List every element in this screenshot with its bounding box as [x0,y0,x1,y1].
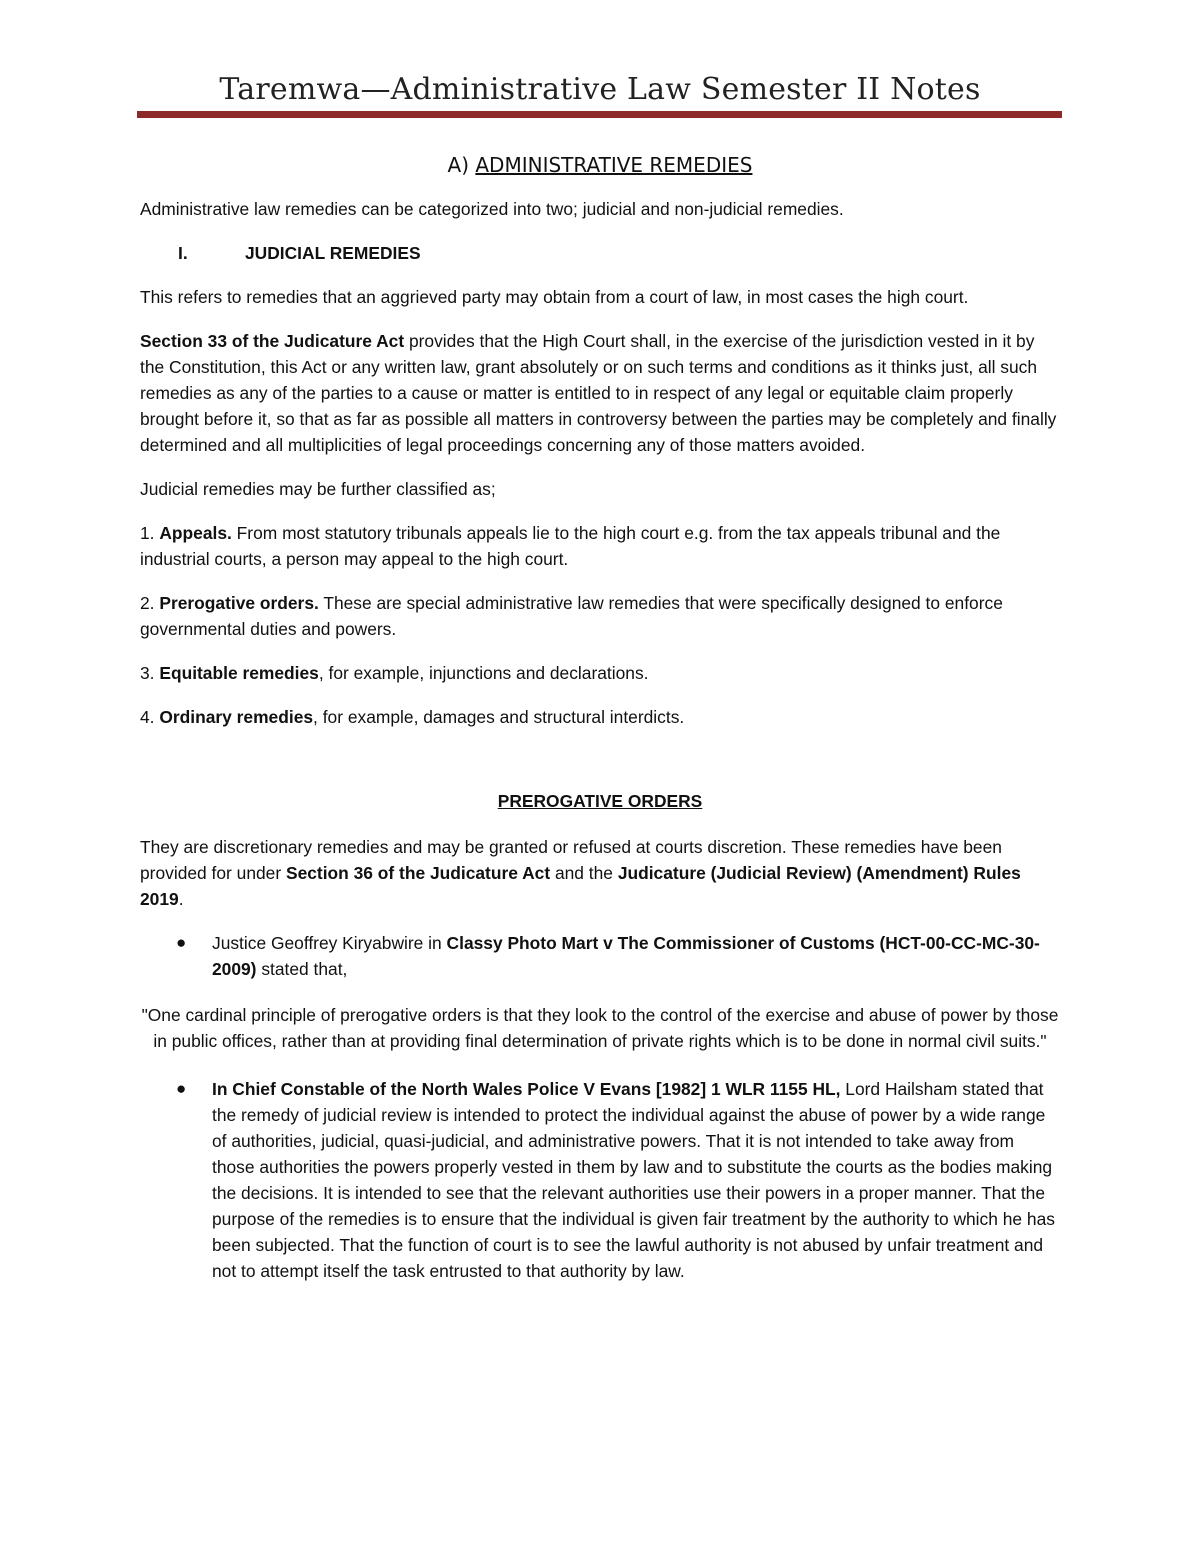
text-run: . [178,889,184,909]
section-title [140,150,1060,180]
text-run: They are discretionary remedies and may be granted or refused at courts discretion. These remedies have been provided for under [140,837,1002,883]
intro-paragraph: Administrative law remedies can be categorized into two; judicial and non-judicial remedies. [140,199,844,219]
item-term: Appeals. [159,523,232,543]
list-item [140,930,1060,982]
heading-text: JUDICIAL REMEDIES [245,243,421,263]
item-term: Equitable remedies [159,663,319,683]
document-body [140,150,1060,1304]
text-run: stated that, [256,959,348,979]
judicial-remedies-heading [140,240,1060,266]
text-run: Justice Geoffrey Kiryabwire in [212,933,447,953]
rules-ref: Judicature (Judicial Review) (Amendment) Rules 2019 [140,863,1021,909]
case-citation: (HCT-00-CC-MC-30-2009) [212,933,1040,979]
case-name: In Chief Constable of the North Wales Police V Evans [1982] 1 WLR 1155 HL, [212,1079,841,1099]
case-list-2 [140,1076,1060,1284]
remedy-item-appeals [140,520,1060,572]
item-text: , for example, injunctions and declarations. [318,663,649,683]
case-quote: "One cardinal principle of prerogative orders is that they look to the control of the exercise and abuse of power by those in public offices, rather than at providing final determination of private rights which is to be done in normal civil suits." [141,1005,1059,1051]
item-number: 3. [140,663,160,683]
item-term: Prerogative orders. [159,593,319,613]
remedy-item-ordinary [140,704,1060,730]
bullet-icon: ● [176,1079,187,1098]
remedy-item-prerogative [140,590,1060,642]
remedy-item-equitable [140,660,1060,686]
item-number: 2. [140,593,160,613]
header-divider [137,111,1062,118]
section33-paragraph [140,328,1060,458]
list-item [140,1076,1060,1284]
section36-ref: Section 36 of the Judicature Act [285,863,551,883]
case-name: Classy Photo Mart v The Commissioner of Customs [446,933,875,953]
item-number: 1. [140,523,160,543]
item-text: From most statutory tribunals appeals lie to the high court e.g. from the tax appeals tribunal and the industrial courts, a person may appeal to the high court. [140,523,1001,569]
prerogative-orders-heading: PREROGATIVE ORDERS [497,791,703,811]
text-run: and the [550,863,618,883]
section-prefix: A) [447,153,470,177]
judicial-definition: This refers to remedies that an aggrieved party may obtain from a court of law, in most cases the high court. [140,287,969,307]
text-run: Lord Hailsham stated that the remedy of judicial review is intended to protect the individual against the abuse of power by a wide range of authorities, judicial, quasi-judicial, and administrative powers. That it is not intended to take away from those authorities the powers properly vested in them by law and to substitute the courts as the bodies making the decisions. It is intended to see that the relevant authorities use their powers in a proper manner. That the purpose of the remedies is to ensure that the individual is given fair treatment by the authority to which he has been subjected. That the function of court is to see the lawful authority is not abused by unfair treatment and not to attempt itself the task entrusted to that authority by law. [212,1079,1055,1281]
heading-numeral: I. [178,243,188,263]
item-term: Ordinary remedies [159,707,314,727]
classified-paragraph: Judicial remedies may be further classified as; [140,479,496,499]
page-header-title: Taremwa—Administrative Law Semester II Notes [219,72,981,107]
section33-text: provides that the High Court shall, in the exercise of the jurisdiction vested in it by the Constitution, this Act or any written law, grant absolutely or on such terms and conditions as it thinks just, all such remedies as any of the parties to a cause or matter is entitled to in respect of any legal or equitable claim properly brought before it, so that as far as possible all matters in controversy between the parties may be completely and finally determined and all multiplicities of legal proceedings concerning any of those matters avoided. [140,331,1057,455]
section33-ref: Section 33 of the Judicature Act [140,331,405,351]
item-number: 4. [140,707,160,727]
item-text: These are special administrative law remedies that were specifically designed to enforce governmental duties and powers. [140,593,1003,639]
case-list [140,930,1060,982]
bullet-icon: ● [176,933,187,952]
section-title-text: ADMINISTRATIVE REMEDIES [475,153,753,177]
prerogative-intro [140,834,1060,912]
spacer [140,748,1060,788]
item-text: , for example, damages and structural interdicts. [313,707,685,727]
